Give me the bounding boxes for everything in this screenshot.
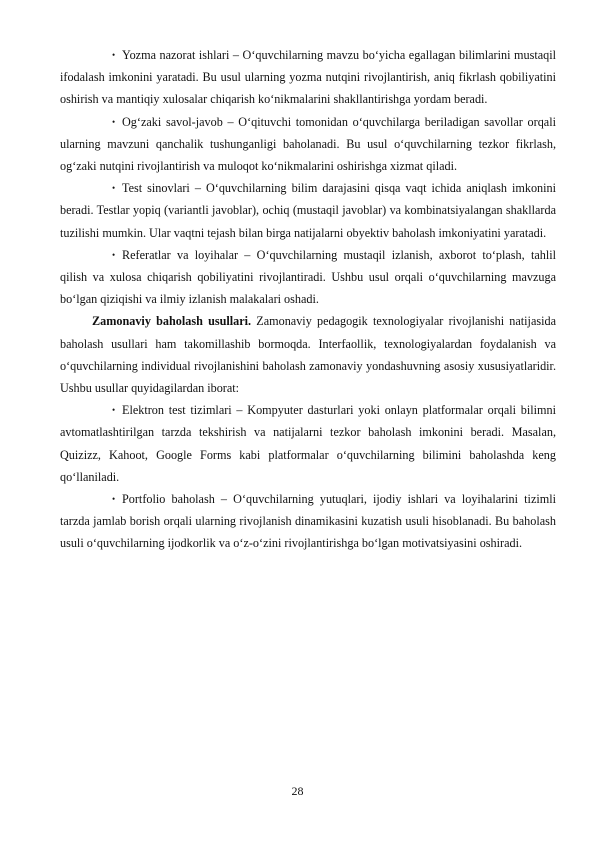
document-body: [60, 44, 556, 555]
bullet-reports-projects: • Referatlar va loyihalar – O‘quvchilarning mustaqil izlanish, axborot to‘plash, tahlil qilish va xulosa chiqarish qobiliyatini rivojlantiradi. Ushbu usul orqali o‘quvchilarning mavzuga bo‘lgan qiziqishi va ilmiy izlanish malakalari oshadi.: [60, 244, 556, 311]
bullet-oral-questions: • Og‘zaki savol-javob – O‘qituvchi tomonidan o‘quvchilarga beriladigan savollar orqali ularning mavzuni qanchalik tushunganligi baholanadi. Bu usul o‘quvchilarning tezkor fikrlash, og‘zaki nutqini rivojlantirish va muloqot ko‘nikmalarini oshirishga xizmat qiladi.: [60, 111, 556, 178]
section-text: Zamonaviy pedagogik texnologiyalar rivojlanishi natijasida baholash usullari ham takomillashib bormoqda. Interfaollik, texnologiyalardan foydalanish va o‘quvchilarning individual rivojlanishini baholash zamonaviy yondashuvning asosiy xususiyatlaridir. Ushbu usullar quyidagilardan iborat:: [60, 314, 556, 396]
bullet-electronic-tests: • Elektron test tizimlari – Kompyuter dasturlari yoki onlayn platformalar orqali bilimni avtomatlashtirilgan tarzda tekshirish va natijalarni tezkor baholash imkonini beradi. Masalan, Quizizz, Kahoot, Google Forms kabi platformalar o‘quvchilarning bilimini baholashda keng qo‘llaniladi.: [60, 399, 556, 488]
bullet-portfolio: • Portfolio baholash – O‘quvchilarning yutuqlari, ijodiy ishlari va loyihalarini tizimli tarzda jamlab borish orqali ularning rivojlanish dinamikasini kuzatish usuli hisoblanadi. Bu baholash usuli o‘quvchilarning ijodkorlik va o‘z-o‘zini rivojlantirishga bo‘lgan motivatsiyasini oshiradi.: [60, 488, 556, 555]
modern-assessment-paragraph: [60, 310, 556, 399]
page-number: 28: [291, 784, 304, 798]
bullet-written-tests: • Yozma nazorat ishlari – O‘quvchilarning mavzu bo‘yicha egallagan bilimlarini mustaqil ifodalash imkonini yaratadi. Bu usul ularning yozma nutqini rivojlantirish, aniq fikrlash qobiliyatini oshirish va mantiqiy xulosalar chiqarish ko‘nikmalarini shakllantirishga yordam beradi.: [60, 44, 556, 111]
bullet-test-trials: • Test sinovlari – O‘quvchilarning bilim darajasini qisqa vaqt ichida aniqlash imkonini beradi. Testlar yopiq (variantli javoblar), ochiq (mustaqil javoblar) va kombinatsiyalangan shakllarda tuzilishi mumkin. Ular vaqtni tejash bilan birga natijalarni obyektiv baholash imkoniyatini yaratadi.: [60, 177, 556, 244]
section-heading: Zamonaviy baholash usullari.: [92, 314, 252, 329]
